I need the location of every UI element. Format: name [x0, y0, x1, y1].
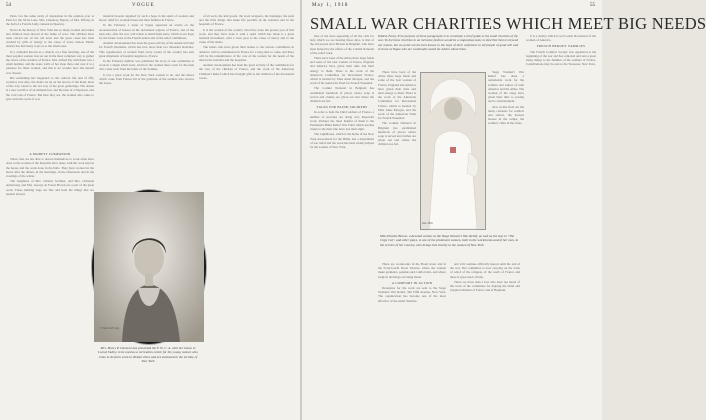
- photo-credit-left: © Harris & Ewing: [100, 327, 120, 330]
- paragraph: material broader supplied by such a hope in the spirit of workers and heroic relief for wounded men and their families in France.: [99, 14, 194, 23]
- paragraph: It was a great work for the New York women to do, and the letters which come from France tell of the gratitude of the soldiers who receive the boxes.: [99, 72, 194, 86]
- right-page: [302, 0, 706, 420]
- page-number-right: 55: [590, 3, 595, 8]
- paragraph: There have been of the Allies three large funds and some of the best women of France, England and America have given their time and their energy to them. There is the work of the American Committee for Devastated France, which is headed by Miss Anne Morgan, and the work of the American Fund for French Wounded.: [378, 70, 416, 121]
- left-column-2: [99, 14, 194, 184]
- right-column-2-upper: [378, 70, 416, 232]
- article-title: SMALL WAR CHARITIES WHICH MEET BIG NEEDS: [310, 14, 706, 33]
- paragraph: and will continue officially known until the end of the war. The committee is now carrying on the work of relief of the refugees of the north of France and there is great need of help.: [450, 262, 520, 279]
- paragraph: Another development has been the great activity of the American Fund for French Wounded, which has now more than two thousand branches. This organization of women from every corner of the country has sent great shipments of hospital supplies to France.: [99, 41, 194, 58]
- right-column-4: [526, 34, 596, 416]
- paragraph: There are more than a few who have not heard of the work of the committee for helping the blind and crippled children of France and of Belgium.: [450, 279, 520, 293]
- section-heading: A MODEST COMPANION: [29, 152, 71, 156]
- right-column-3-lower: [450, 262, 520, 416]
- paragraph: The Comité National in Belgium has established hundreds of places where soup is served and clothes are given out and where the children are fed.: [378, 121, 416, 147]
- paragraph: In the February 1 issue of Vogue appeared an article on the reconstruction of houses in the devastated regions of France, and of the men who, after the war, will return to build them anew, which is our hope for the future work of the French nation and of the relief committees.: [99, 23, 194, 41]
- paragraph: In a cathedral known as a church, on a fine morning, one of the most popular women was set out in the most complete way to gather the wives of the soldiers of France. Mrs. Alfred Ely with them was a small number, and the stone walls of her shop there and over it is a pleasure for these women, and this is no wonder how she herself was chosen.: [6, 49, 94, 75]
- running-head-left: VOGUE: [132, 3, 155, 8]
- paragraph: of all sorts, the knit goods, the wool wrappers, the bandages, the pads and the little things that make life possible in the trenches and in the hospitals of France.: [199, 14, 294, 27]
- paragraph: Another development has been the great activity of the committees for the care of the children of France, and the work of the American Children's Relief which has brought gifts to the children of the devastated towns.: [199, 63, 294, 80]
- paragraph: The ladies who have given their names to the various committees in America will be remembered in France for a long time to come, and there will be the remembrance of the care of the women for the needs of the men in the trenches and the hospitals.: [199, 45, 294, 63]
- photo-caption-left: Mrs. Henry P. Davison has presented the Y. W. C. A. with her house in Locust Valley, to be used as a recreation centre for the young women who come to do farm work in distant cities and are stationed in the vicinity of New York: [98, 346, 198, 364]
- left-column-3: [199, 14, 294, 374]
- left-column-1-lower: [6, 150, 94, 282]
- paragraph: The Lighthouse, which is the home of the New York Association for the Blind, has a department of war relief and the work has been widely helped by the women of New York.: [310, 132, 374, 150]
- section-heading: A COMFORT IN ACTION: [391, 280, 433, 285]
- section-heading: FRENCH HEROES' FAMILIES: [536, 44, 586, 49]
- right-column-1: [310, 34, 374, 414]
- photo-caption-right: Miss Phoebe Brown, a devoted worker at the Stage Women's War Relief, as well as the star in "The Copy Cat", and other plays, is one of the prominent women, both in the workrooms and of her own, in the service of her country, who brings this charity to the women of New York: [380, 234, 519, 247]
- paragraph: Also in this field are the many canteens for soldiers and sailors, the hostess houses in the camps, the soldiers' clubs in the cities.: [488, 104, 524, 126]
- paragraph: The French Comfort Society was organized at the beginning of the war and has collected and sent a great many things to the families of the soldiers of France. Contributions may be sent to the Treasurer, New York.: [526, 49, 596, 67]
- paragraph: Paris, but the same rarity of inspiration in the opinion over at Paris for the Jarvis Lane. Mrs. Chauncey Depew, of Mrs. Tiffany, in the hall of a French Army canteen in Epernay.: [6, 14, 94, 27]
- paragraph: But something has happened to the cultural life and of fifty societies was sixty, the chairs set up on the terrace of the hotel, most of the way round to the old way of the great gatherings. The drama is a new sacrifice of an eminent few, and the blue of a Napoleon, and the cold rain of France. But here they are, the women who came to give all in the work of war.: [6, 75, 94, 101]
- paragraph: In order to help the blind soldiers of France, a number of societies are doing very important work. Perhaps the most helpful of them is the Permanent Blind Relief War Fund which teaches trades to the men who have lost their sight.: [310, 110, 374, 132]
- section-heading: TALKS FOR BLIND SOLDIERS: [316, 105, 368, 110]
- photo-credit-right: Ira L. Hill: [422, 222, 433, 225]
- article-intro: Edited, Fancy-Free purpose of these paragraphs is to constitute a brief guide to the small charities of the war. To list these charities in an inclusive fashion would be a stupendous task; to describe them is beyond our means, but we point out the best known in the hope of their usefulness to all people of good will and to those at Vogue who are continually asked for advice about them.: [378, 34, 518, 52]
- page-number-left: 54: [6, 3, 11, 8]
- paragraph: Never in the history of New York has so many women and ladies and children been moved in the name of wars. The children have been carried out on the old town and the great cause has been reached by gifts of energy to the cause of every nation. Public charity has had many ways as to the small ones.: [6, 27, 94, 49]
- paragraph: One of the most appealing of all the calls for help which we are hearing these days, is that of the old people and children in Belgium, who have been helped by the efforts of the Comité National of the relief work.: [310, 34, 374, 55]
- paragraph: In the February number was published the story of one committee at work in a single small town, and how the women there work for the men who come back from the battle of the Somme.: [99, 59, 194, 72]
- paragraph: It is the women of the country who have done the greater part of this work, and they have done it with a spirit which has made it a great national movement, with a clear goal to the cause of mercy and to the cause of the Allies.: [199, 27, 294, 45]
- paragraph: It is a charity which is well worth the interest of the women of America.: [526, 34, 596, 43]
- left-column-1: [6, 14, 94, 150]
- right-column-3-upper: [488, 70, 524, 232]
- stage-woman-image: [421, 73, 485, 229]
- portrait-image: [94, 192, 204, 342]
- oval-portrait-davison: [92, 190, 206, 344]
- paragraph: Those who are not able to devote themselves to work often have done as the women of the hospitals have done, with the wool kept in the house and the work done in the halls. They have worked in the hours after the dinner, in the mornings, in the afternoons and in the evenings of the winter.: [6, 157, 94, 179]
- paragraph: The Comité National in Belgium has established hundreds of places where soup is served and clothes are given out and where the children are fed.: [310, 86, 374, 104]
- right-column-2-lower: [378, 262, 446, 416]
- paragraph: There have been of the Allies three large funds and some of the best women of France, England and America have given their time and their energy to them. There is the work of the American Committee for Devastated France, which is headed by Miss Anne Morgan, and the work of the American Fund for French Wounded.: [310, 56, 374, 86]
- paragraph: The daughters of Mrs. Charles Scribner, and Mrs. Christian Armstrong, and Mrs. George de Forest Brown are a part of the great work. These knitting bags are fine and hold the things that are needed abroad.: [6, 179, 94, 196]
- photo-stage-woman: [420, 72, 486, 230]
- left-page: [0, 0, 300, 420]
- paragraph: Donations for the work are sent to the Stage Women's War Relief, 366 Fifth Avenue, New York. The organization has become one of the most effective of the small charities.: [378, 286, 446, 303]
- running-head-right: May 1, 1918: [312, 3, 349, 8]
- paragraph: Stage Women's War Relief has done a remarkable work for the soldiers and sailors of both America and the Allies. The women of the stage have given their time to sewing and to entertainment.: [488, 70, 524, 104]
- paragraph: There are workrooms in the Hotel Astor and in the Forty-fourth Street Theatre, where the women make garments, pajamas and comfort kits, and where surgical dressings are being made.: [378, 262, 446, 279]
